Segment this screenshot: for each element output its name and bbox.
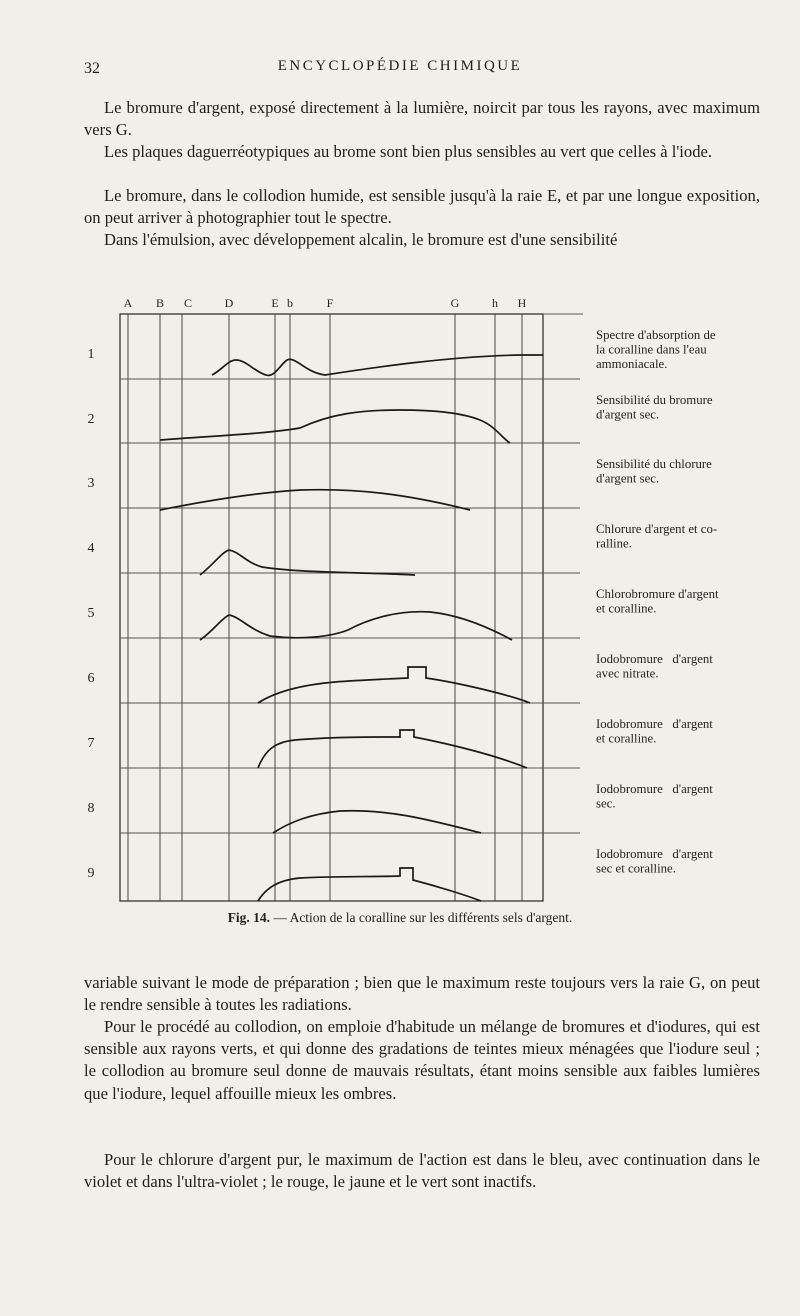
figure-caption <box>0 910 800 926</box>
spectral-line-labels <box>124 296 527 310</box>
sensitivity-curves <box>160 355 543 901</box>
paragraph-top-3: Le bromure, dans le collodion humide, est sensible jusqu'à la raie E, et par une longue exposition, on peut arriver à photographier tout le spectre. <box>84 186 760 228</box>
row-description-line: Sensibilité du chlorure <box>596 457 712 471</box>
row-numbers <box>88 347 95 881</box>
row-description-line: ralline. <box>596 536 632 551</box>
row-number: 1 <box>87 347 95 362</box>
row-description-line: Iodobromure d'argent <box>596 652 713 666</box>
row-number: 6 <box>87 671 95 686</box>
figure-grid <box>120 314 583 901</box>
spectral-line-label: h <box>492 296 498 310</box>
sensitivity-curve <box>258 868 481 901</box>
figure-caption-text: — Action de la coralline sur les différents sels d'argent. <box>270 910 573 925</box>
paragraph-top-4: Dans l'émulsion, avec développement alcalin, le bromure est d'une sensibilité <box>104 230 618 249</box>
row-description-line: Sensibilité du bromure <box>596 393 713 407</box>
row-description-line: Iodobromure d'argent <box>596 847 713 861</box>
row-number: 4 <box>87 541 95 556</box>
sensitivity-curve <box>160 410 510 443</box>
paragraph-bottom-3: Pour le chlorure d'argent pur, le maximum de l'action est dans le bleu, avec continuation dans le violet et dans l'ultra-violet ; le rouge, le jaune et le vert sont inactifs. <box>84 1150 760 1192</box>
paragraph-bottom-2: Pour le procédé au collodion, on emploie d'habitude un mélange de bromures et d'iodures, qui est sensible aux rayons verts, et qui donne des gradations de teintes mieux ménagées que l'iodure seul ; le collodion au bromure seul donne de mauvais résultats, étant moins sensible aux faibles lumières que l'iodure, lequel affouille mieux les ombres. <box>84 1017 760 1103</box>
spectral-line-label: A <box>123 296 133 310</box>
paragraph-top-1: Le bromure d'argent, exposé directement à la lumière, noircit par tous les rayons, avec maximum vers G. <box>84 98 760 140</box>
sensitivity-curve <box>258 667 530 703</box>
row-description-line: Iodobromure d'argent <box>596 717 713 731</box>
spectrum-figure <box>0 290 800 906</box>
row-description-line: ammoniacale. <box>596 357 668 371</box>
row-description-line: Iodobromure d'argent <box>596 782 713 796</box>
spectral-line-label: F <box>326 296 334 310</box>
row-description-line: Spectre d'absorption de <box>596 328 716 342</box>
row-description-line: Chlorure d'argent et co- <box>596 522 718 536</box>
page-number: 32 <box>84 60 100 77</box>
running-header: ENCYCLOPÉDIE CHIMIQUE <box>277 58 523 74</box>
sensitivity-curve <box>200 612 512 640</box>
row-description-line: et coralline. <box>596 731 657 746</box>
row-description-line: sec. <box>596 796 616 811</box>
spectral-line-label: H <box>517 296 527 310</box>
row-description-line: la coralline dans l'eau <box>596 342 707 357</box>
spectral-line-label: C <box>183 296 193 310</box>
row-description-line: avec nitrate. <box>596 666 659 681</box>
spectral-line-label: b <box>287 296 293 310</box>
row-number: 7 <box>87 736 95 751</box>
paragraph-top-2: Les plaques daguerréotypiques au brome sont bien plus sensibles au vert que celles à l'iode. <box>104 142 713 161</box>
sensitivity-curve <box>273 811 481 833</box>
spectral-line-label: E <box>271 296 279 310</box>
row-number: 2 <box>87 412 95 427</box>
figure-caption-prefix: Fig. 14. <box>227 910 271 925</box>
row-number: 3 <box>87 476 95 491</box>
sensitivity-curve <box>258 730 527 768</box>
sensitivity-curve <box>160 490 470 510</box>
row-descriptions <box>596 328 719 876</box>
row-description-line: d'argent sec. <box>596 471 660 486</box>
spectral-line-label: B <box>155 296 165 310</box>
row-description-line: et coralline. <box>596 601 657 616</box>
paragraph-bottom-1: variable suivant le mode de préparation ; bien que le maximum reste toujours vers la raie G, on peut le rendre sensible à toutes les radiations. <box>84 973 760 1015</box>
sensitivity-curve <box>200 550 415 575</box>
spectral-line-label: G <box>450 296 460 310</box>
figure-frame <box>120 314 543 901</box>
row-description-line: Chlorobromure d'argent <box>596 587 719 601</box>
sensitivity-curve <box>212 355 543 375</box>
spectral-line-label: D <box>224 296 234 310</box>
row-number: 5 <box>87 606 95 621</box>
row-description-line: d'argent sec. <box>596 407 660 422</box>
row-description-line: sec et coralline. <box>596 861 676 876</box>
row-number: 9 <box>87 866 95 881</box>
row-number: 8 <box>87 801 95 816</box>
